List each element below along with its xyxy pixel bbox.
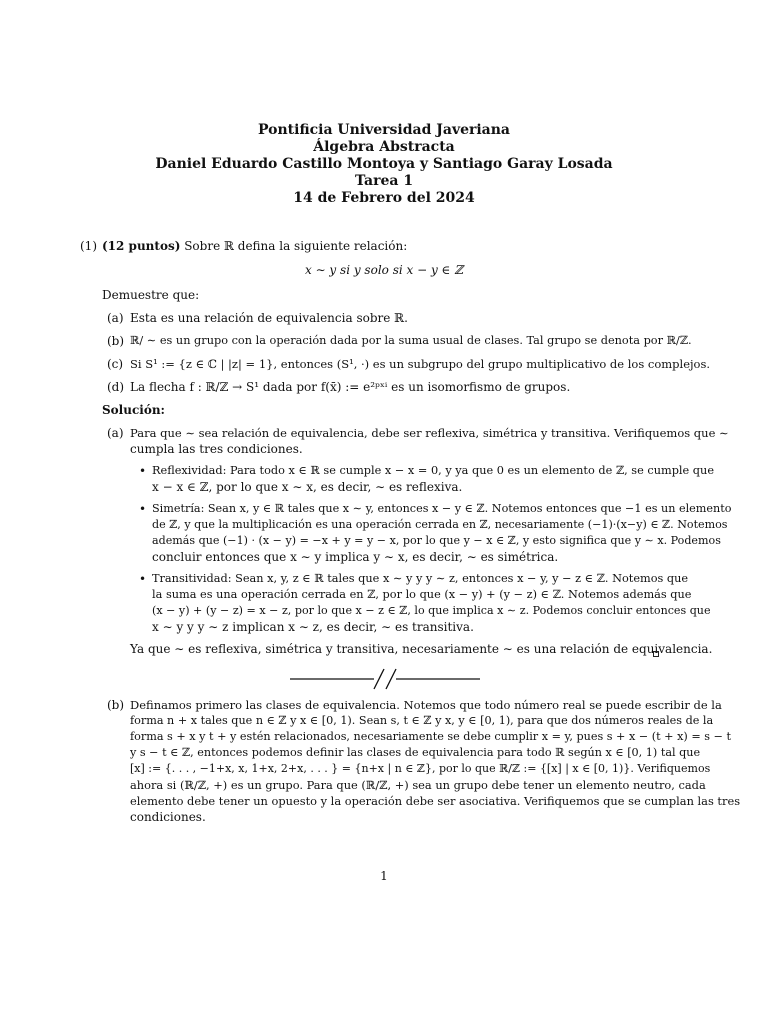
item-label-c: (c) [107,357,124,371]
solution-a-intro-line: Para que ∼ sea relación de equivalencia, debe ser reflexiva, simétrica y transitiva. Verifiquemos que ∼ [130,426,729,440]
solution-heading: Solución: [102,403,165,417]
solution-b-line: forma s + x y t + y estén relacionados, necesariamente se debe cumplir x = y, pues s + x − (t + x) = s − t [130,730,731,743]
course-name: Álgebra Abstracta [313,139,455,155]
problem-number: (1) [80,239,97,253]
qed-square-icon [653,651,659,657]
problem-heading [102,238,407,254]
symmetry-line: Simetría: Sean x, y ∈ ℝ tales que x ∼ y, entonces x − y ∈ ℤ. Notemos entonces que −1 es un elemento [152,502,732,515]
item-label-a: (a) [107,311,124,325]
reflexivity-line: Reflexividad: Para todo x ∈ ℝ se cumple x − x = 0, y ya que 0 es un elemento de ℤ, se cumple que [152,464,715,477]
transitivity-line: (x − y) + (y − z) = x − z, por lo que x − z ∈ ℤ, lo que implica x ∼ z. Podemos concluir entonces que [152,604,711,617]
solution-b-line: ahora si (ℝ/ℤ, +) es un grupo. Para que (ℝ/ℤ, +) sea un grupo debe tener un elemento neutro, cada [130,778,706,792]
solution-b-line: y s − t ∈ ℤ, entonces podemos definir las clases de equivalencia para todo ℝ según x ∈ [0, 1) tal que [130,746,701,759]
relation-definition: x ∼ y si y solo si x − y ∈ ℤ [304,263,464,277]
page-number: 1 [380,869,388,883]
item-text-d: La flecha f : ℝ/ℤ → S¹ dada por f(x̄) := e²ᵖˣⁱ es un isomorfismo de grupos. [130,380,571,394]
item-label-b: (b) [107,334,125,348]
solution-b-line: condiciones. [130,810,206,824]
university-name: Pontificia Universidad Javeriana [257,122,511,138]
solution-b-line: Definamos primero las clases de equivalencia. Notemos que todo número real se puede escribir de la [130,698,722,712]
section-divider [290,667,490,691]
transitivity-line: la suma es una operación cerrada en ℤ, por lo que (x − y) + (y − z) ∈ ℤ. Notemos además que [152,588,692,601]
transitivity-line: x ∼ y y y ∼ z implican x ∼ z, es decir, ∼ es transitiva. [152,620,474,634]
item-text-b: ℝ/ ∼ es un grupo con la operación dada por la suma usual de clases. Tal grupo se denota por ℝ/ℤ. [130,334,692,347]
authors: Daniel Eduardo Castillo Montoya y Santiago Garay Losada [155,156,613,172]
symmetry-line: además que (−1) · (x − y) = −x + y = y − x, por lo que y − x ∈ ℤ, y esto significa que y ∼ x. Podemos [152,534,721,547]
solution-b-label: (b) [107,698,125,712]
solution-a-conclusion: Ya que ∼ es reflexiva, simétrica y transitiva, necesariamente ∼ es una relación de equivalencia. [130,642,713,656]
solution-b-line: [x] := {. . . , −1+x, x, 1+x, 2+x, . . . } = {n+x | n ∈ ℤ}, por lo que ℝ/ℤ := {[x] | x ∈ [0, 1)}. Verifiquemos [130,762,711,775]
item-text-c: Si S¹ := {z ∈ ℂ | |z| = 1}, entonces (S¹, ·) es un subgrupo del grupo multiplicativo de los complejos. [130,357,711,371]
item-label-d: (d) [107,380,125,394]
problem-statement: Sobre ℝ defina la siguiente relación: [184,239,408,253]
transitivity-line: Transitividad: Sean x, y, z ∈ ℝ tales que x ∼ y y y ∼ z, entonces x − y, y − z ∈ ℤ. Notemos que [152,572,689,585]
solution-b-line: forma n + x tales que n ∈ ℤ y x ∈ [0, 1). Sean s, t ∈ ℤ y x, y ∈ [0, 1), para que dos números reales de la [130,714,714,727]
solution-a-intro-line: cumpla las tres condiciones. [130,442,303,456]
solution-a-label: (a) [107,426,124,440]
date: 14 de Febrero del 2024 [293,190,475,206]
problem-prompt: Demuestre que: [102,288,200,302]
item-text-a: Esta es una relación de equivalencia sobre ℝ. [130,311,408,325]
solution-b-line: elemento debe tener un opuesto y la operación debe ser asociativa. Verifiquemos que se cumplan las tres [130,794,741,808]
problem-points: (12 puntos) [102,239,181,253]
bullet-icon: • [139,502,147,516]
bullet-icon: • [139,464,147,478]
reflexivity-line: x − x ∈ ℤ, por lo que x ∼ x, es decir, ∼ es reflexiva. [152,480,463,494]
symmetry-line: de ℤ, y que la multiplicación es una operación cerrada en ℤ, necesariamente (−1)·(x−y) ∈ ℤ. Notemos [152,518,728,531]
assignment-title: Tarea 1 [354,173,414,189]
symmetry-line: concluir entonces que x ∼ y implica y ∼ x, es decir, ∼ es simétrica. [152,550,559,564]
bullet-icon: • [139,572,147,586]
